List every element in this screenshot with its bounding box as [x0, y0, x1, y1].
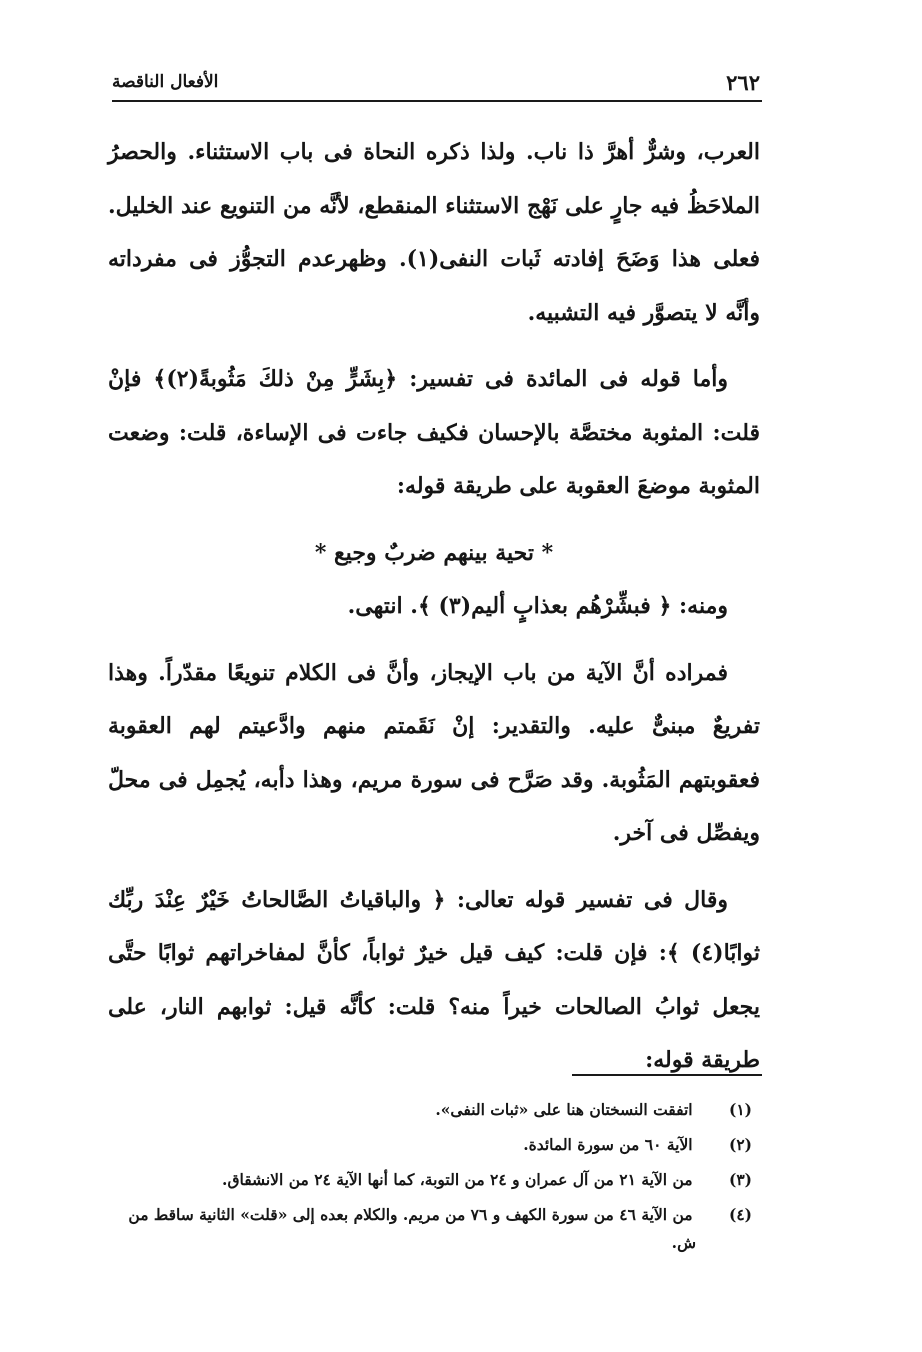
- footnote: [104, 1096, 752, 1124]
- paragraph: فمراده أنَّ الآية من باب الإيجاز، وأنَّ فى الكلام تنويعًا مقدّراً. وهذا تفريعٌ مبنىٌّ عليه. والتقدير: إنْ نَقَمتم منهم وادَّعيتم لهم العقوبة فعقوبتهم المَثُوبة. وقد صَرَّح فى سورة مريم، وهذا دأبه، يُجمِل فى محلّ ويفصِّل فى آخر.: [108, 659, 760, 846]
- footnote-text: اتفقت النسختان هنا على «ثبات النفى».: [435, 1100, 693, 1119]
- paragraph: العرب، وشرٌّ أهرَّ ذا ناب. ولذا ذكره النحاة فى باب الاستثناء. والحصرُ الملاحَظُ فيه جارٍ على نَهْج الاستثناء المنقطع، لأنَّه من التنويع عند الخليل. فعلى هذا وَضَحَ إفادته ثَبات النفى(١). وظهرعدم التجوُّز فى مفرداته وأنَّه لا يتصوَّر فيه التشبيه.: [108, 139, 760, 326]
- footnote-number: (١): [728, 1100, 752, 1119]
- footnote-text: الآية ٦٠ من سورة المائدة.: [523, 1135, 693, 1154]
- paragraph: وأما قوله فى المائدة فى تفسير: ﴿بِشَرٍّ مِنْ ذلكَ مَثُوبةً(٢)﴾ فإنْ قلت: المثوبة مختصَّة بالإحسان فكيف جاءت فى الإساءة، قلت: وضعت المثوبة موضعَ العقوبة على طريقة قوله:: [108, 366, 760, 499]
- footnote: [104, 1201, 752, 1257]
- paragraph: ومنه: ﴿ فبشِّرْهُم بعذابٍ أليم(٣) ﴾. انتهى.: [347, 593, 728, 619]
- footnotes: [104, 1096, 752, 1264]
- header-divider: [112, 100, 762, 102]
- footnote-divider: [572, 1074, 762, 1076]
- footnote-number: (٢): [728, 1135, 752, 1154]
- chapter-title: الأفعال الناقصة: [112, 72, 219, 92]
- footnote-number: (٣): [728, 1170, 752, 1189]
- poetry-verse: * تحية بينهم ضربٌ وجيع *: [314, 539, 554, 566]
- main-text: [108, 126, 760, 1101]
- running-header: [112, 70, 760, 102]
- paragraph: وقال فى تفسير قوله تعالى: ﴿ والباقياتُ الصَّالحاتُ خَيْرٌ عِنْدَ ربِّك ثوابًا(٤) ﴾: فإن قلت: كيف قيل خيرٌ ثواباً، كأنَّ لمفاخراتهم ثوابًا حتَّى يجعل ثوابُ الصالحات خيراً منه؟ قلت: كأنَّه قيل: ثوابهم النار، على طريقة قوله:: [108, 886, 760, 1073]
- footnote-number: (٤): [728, 1205, 752, 1224]
- footnote-text: من الآية ٤٦ من سورة الكهف و ٧٦ من مريم. والكلام بعده إلى «قلت» الثانية ساقط من ش.: [128, 1205, 696, 1252]
- footnote-text: من الآية ٢١ من آل عمران و ٢٤ من التوبة، كما أنها الآية ٢٤ من الانشقاق.: [222, 1170, 693, 1189]
- footnote: [104, 1166, 752, 1194]
- page-number: ٢٦٢: [726, 70, 760, 95]
- footnote: [104, 1131, 752, 1159]
